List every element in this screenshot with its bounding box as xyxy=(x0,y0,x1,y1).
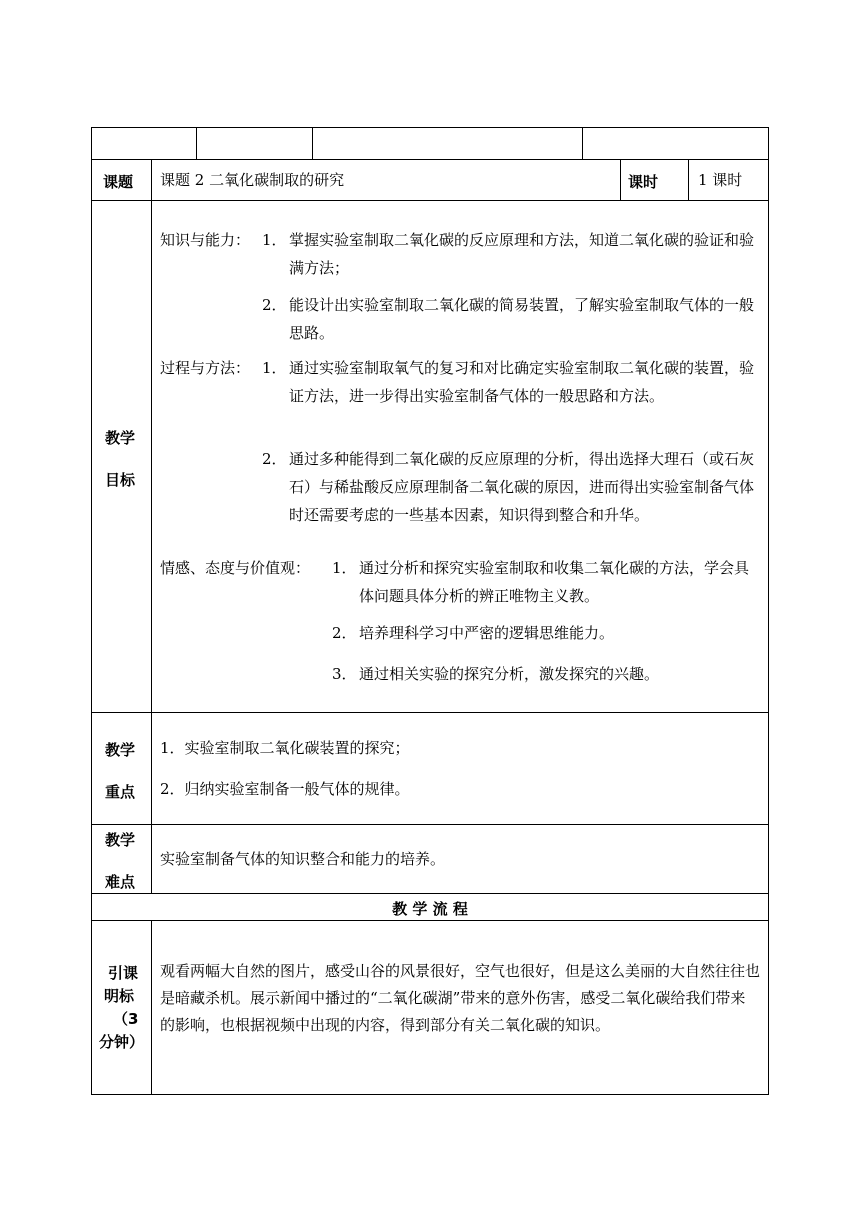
knowledge-heading: 知识与能力： xyxy=(160,231,251,249)
knowledge-item-1-text: 掌握实验室制取二氧化碳的反应原理和方法，知道二氧化碳的验证和验满方法； xyxy=(289,231,755,277)
objectives-label-line2: 目标 xyxy=(105,471,136,489)
difficulties-text: 实验室制备气体的知识整合和能力的培养。 xyxy=(160,850,446,868)
period-label: 课时 xyxy=(628,173,659,191)
intro-text: 观看两幅大自然的图片，感受山谷的风景很好，空气也很好，但是这么美丽的大自然往往也是暗藏杀机。展示新闻中播过的“二氧化碳湖”带来的意外伤害，感受二氧化碳给我们带来的影响，也根据视频中出现的内容，得到部分有关二氧化碳的知识。 xyxy=(160,962,761,1034)
attitude-item-1-num: 1． xyxy=(332,559,357,577)
key-points-label-line2: 重点 xyxy=(105,783,136,801)
intro-label-line3: （3 xyxy=(113,1010,139,1028)
attitude-item-2-text: 培养理科学习中严密的逻辑思维能力。 xyxy=(359,624,615,642)
key-point-item-2: 2．归纳实验室制备一般气体的规律。 xyxy=(160,780,410,798)
process-item-1-num: 1． xyxy=(262,359,287,377)
difficulties-label-line1: 教学 xyxy=(105,831,136,849)
process-heading: 过程与方法： xyxy=(160,359,251,377)
objectives-label-line1: 教学 xyxy=(105,429,136,447)
knowledge-item-1-num: 1． xyxy=(262,231,287,249)
attitude-item-3-text: 通过相关实验的探究分析，激发探究的兴趣。 xyxy=(359,665,660,683)
attitude-item-2-num: 2． xyxy=(332,624,357,642)
topic-label: 课题 xyxy=(103,173,134,191)
period-value: 1 课时 xyxy=(698,171,743,189)
intro-label-line1: 引课 xyxy=(108,964,139,982)
intro-label-line2: 明标 xyxy=(104,987,135,1005)
topic-value: 课题 2 二氧化碳制取的研究 xyxy=(160,171,345,189)
attitude-item-3-num: 3． xyxy=(332,665,357,683)
intro-label-line4: 分钟） xyxy=(99,1033,145,1051)
process-item-2-num: 2． xyxy=(262,450,287,468)
knowledge-item-2-text: 能设计出实验室制取二氧化碳的简易装置，了解实验室制取气体的一般思路。 xyxy=(289,296,755,342)
process-item-1-text: 通过实验室制取氧气的复习和对比确定实验室制取二氧化碳的装置，验证方法，进一步得出实验室制备气体的一般思路和方法。 xyxy=(289,359,755,405)
key-point-item-1: 1．实验室制取二氧化碳装置的探究； xyxy=(160,739,410,757)
attitude-heading: 情感、态度与价值观： xyxy=(160,559,311,577)
process-item-2-text: 通过多种能得到二氧化碳的反应原理的分析，得出选择大理石（或石灰石）与稀盐酸反应原理制备二氧化碳的原因，进而得出实验室制备气体时还需要考虑的一些基本因素，知识得到整合和升华。 xyxy=(289,450,755,524)
knowledge-item-2-num: 2． xyxy=(262,296,287,314)
difficulties-label-line2: 难点 xyxy=(105,873,136,891)
key-points-label-line1: 教学 xyxy=(105,741,136,759)
attitude-item-1-text: 通过分析和探究实验室制取和收集二氧化碳的方法，学会具体问题具体分析的辨正唯物主义教。 xyxy=(359,559,750,605)
flow-heading: 教 学 流 程 xyxy=(392,900,468,918)
